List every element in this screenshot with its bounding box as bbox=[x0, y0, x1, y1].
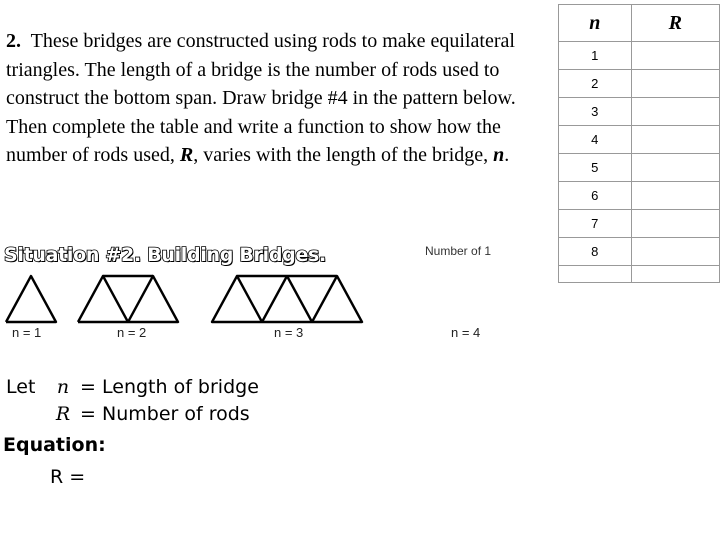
cell-r-6[interactable] bbox=[631, 182, 719, 210]
bridge-1 bbox=[6, 276, 56, 322]
let-word: Let bbox=[6, 376, 36, 398]
equation-label: Equation: bbox=[3, 434, 106, 456]
cell-r-blank[interactable] bbox=[631, 266, 719, 283]
row-n-1: 1 bbox=[559, 42, 632, 70]
row-n-2: 2 bbox=[559, 70, 632, 98]
problem-text-1: These bridges are constructed using rods to make equilateral triangles. The length of a bridge is the number of rods used to construct the bottom span. Draw bridge #4 in the pattern below. Then complete the table and write a function to show how the number of rods used, bbox=[6, 30, 516, 167]
bridge-pattern-figure bbox=[0, 270, 420, 326]
label-n4: n = 4 bbox=[451, 325, 481, 340]
n-r-table bbox=[558, 4, 720, 283]
def-text-n: = Length of bridge bbox=[80, 376, 259, 398]
definition-r bbox=[6, 401, 259, 428]
problem-text-2: , varies with the length of the bridge, bbox=[193, 144, 494, 167]
row-n-4: 4 bbox=[559, 126, 632, 154]
row-n-blank bbox=[559, 266, 632, 283]
label-n2: n = 2 bbox=[117, 325, 147, 340]
def-var-r: R bbox=[55, 403, 71, 425]
equation-lhs: R = bbox=[50, 466, 86, 488]
row-n-7: 7 bbox=[559, 210, 632, 238]
var-n-inline: n bbox=[493, 144, 505, 167]
row-n-8: 8 bbox=[559, 238, 632, 266]
var-r-inline: R bbox=[179, 144, 194, 167]
cell-r-4[interactable] bbox=[631, 126, 719, 154]
bridge-3 bbox=[212, 276, 362, 322]
definitions bbox=[6, 374, 259, 428]
row-n-3: 3 bbox=[559, 98, 632, 126]
row-n-6: 6 bbox=[559, 182, 632, 210]
problem-text-end: . bbox=[504, 144, 510, 167]
def-text-r: = Number of rods bbox=[80, 403, 250, 425]
cell-r-7[interactable] bbox=[631, 210, 719, 238]
cell-r-8[interactable] bbox=[631, 238, 719, 266]
problem-number: 2. bbox=[6, 30, 21, 52]
header-r: R bbox=[631, 5, 719, 42]
label-n3: n = 3 bbox=[274, 325, 304, 340]
def-var-n: n bbox=[56, 376, 70, 398]
figure-title: Situation #2. Building Bridges. bbox=[4, 244, 326, 266]
row-n-5: 5 bbox=[559, 154, 632, 182]
cell-r-3[interactable] bbox=[631, 98, 719, 126]
bridge-2 bbox=[78, 276, 178, 322]
definition-n bbox=[6, 374, 259, 401]
header-n: n bbox=[559, 5, 632, 42]
cell-r-1[interactable] bbox=[631, 42, 719, 70]
cell-r-5[interactable] bbox=[631, 154, 719, 182]
problem-statement bbox=[6, 27, 526, 170]
cell-r-2[interactable] bbox=[631, 70, 719, 98]
label-n1: n = 1 bbox=[12, 325, 42, 340]
number-of-label: Number of 1 bbox=[425, 244, 492, 258]
